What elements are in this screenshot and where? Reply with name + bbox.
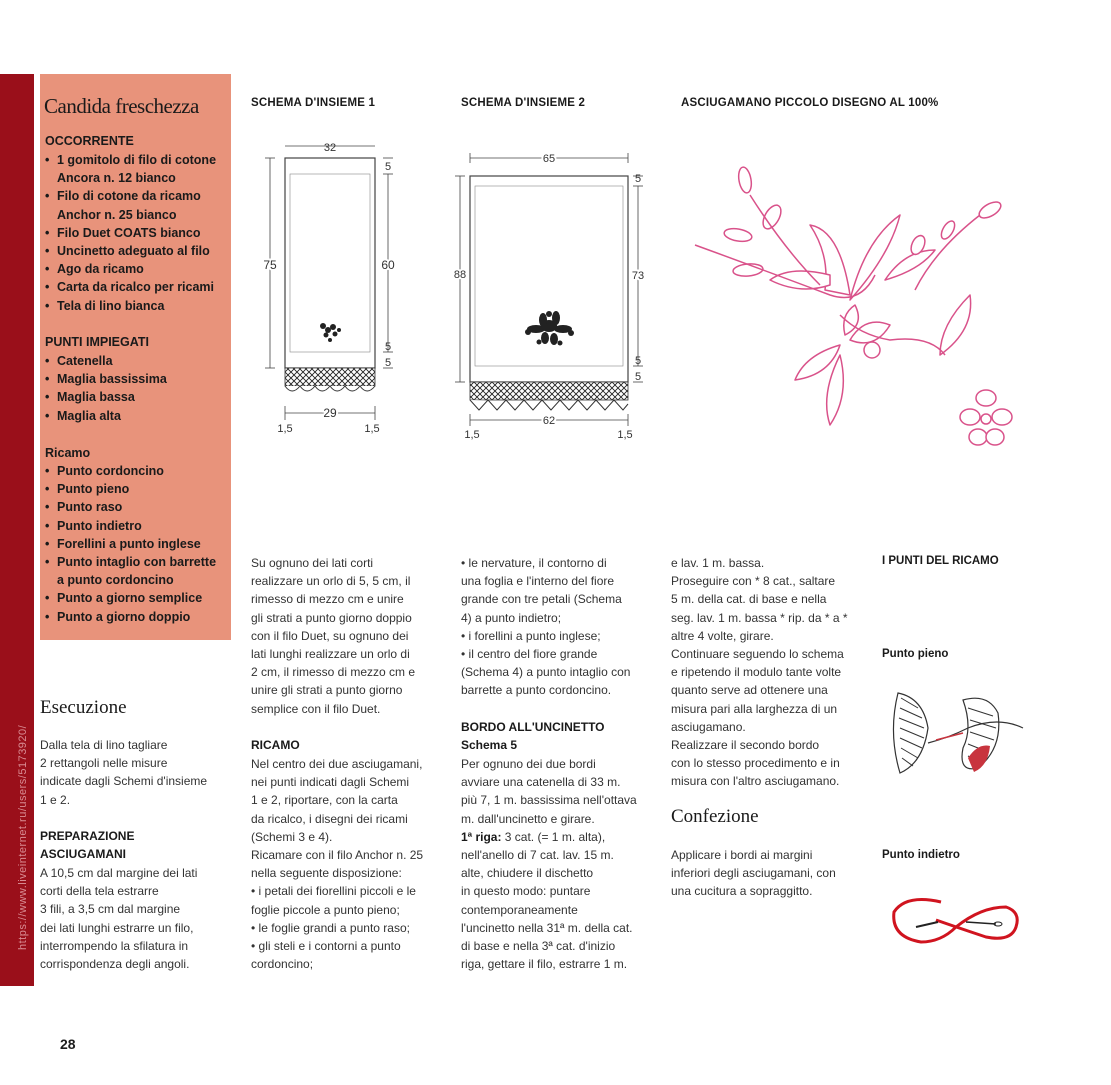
list-item: • Filo Duet COATS bianco (45, 224, 216, 242)
list-item: • Punto intaglio con barrette (45, 553, 216, 571)
schema2-diagram (450, 148, 650, 444)
embroidery-pattern (690, 155, 1030, 455)
dim-bottom-right-1: 5 (384, 341, 392, 353)
list-item: • Catenella (45, 352, 167, 370)
preparazione-text: A 10,5 cm dal margine dei lati corti della tela estrarre 3 fili, a 3,5 cm dal margine dei lati lunghi estrarre un filo, interrompendo la sfilatura in corrispondenza degli angoli. (40, 866, 198, 972)
col3-text-1: • le nervature, il contorno di una foglia e l'interno del fiore grande con tre petali (Schema 4) a punto indietro; • i forellini a punto inglese; • il centro del fiore grande (Schema 4) a punto intaglio con barrette a punto cordoncino. (461, 556, 631, 698)
schema2-title: SCHEMA D'INSIEME 2 (461, 97, 586, 109)
col2-text-2: Nel centro dei due asciugamani, nei punti indicati dagli Schemi 1 e 2, riportare, con la carta da ricalco, i disegni dei ricami (Schemi 3 e 4). Ricamare con il filo Anchor n. 25 nella seguente disposizione: • i petali dei fiorellini piccoli e le foglie piccole a punto pieno; • le foglie grandi a punto raso; • gli steli e i contorni a punto cordoncino; (251, 757, 424, 972)
schema1-title: SCHEMA D'INSIEME 1 (251, 97, 376, 109)
list-item: • Carta da ricalco per ricami (45, 278, 216, 296)
list-item: • Maglia alta (45, 407, 167, 425)
dim-bottom-right-1: 5 (634, 355, 642, 367)
punto-pieno-illustration (888, 688, 1028, 778)
list-item: • Uncinetto adeguato al filo (45, 242, 216, 260)
motif-icon (525, 311, 574, 346)
dim-top-right: 5 (634, 173, 642, 185)
bordo-subheading: Schema 5 (461, 738, 518, 752)
occorrente-list (45, 151, 216, 315)
punti-list (45, 352, 167, 425)
dim-bottom-right-2: 5 (634, 371, 642, 383)
leaf-icon (977, 199, 1004, 221)
list-item: • 1 gomitolo di filo di cotone (45, 151, 216, 169)
list-item: • Punto indietro (45, 517, 216, 535)
dim-top: 32 (323, 142, 337, 154)
dim-top: 65 (542, 153, 556, 165)
large-leaf-icon (770, 271, 830, 289)
page-number: 28 (60, 1036, 76, 1052)
punto-indietro-illustration (886, 892, 1026, 952)
list-item: • Maglia bassissima (45, 370, 167, 388)
list-item: • Punto pieno (45, 480, 216, 498)
dim-bottom-left: 1,5 (464, 429, 480, 441)
confezione-text: Applicare i bordi ai margini inferiori degli asciugamani, con una cucitura a sopraggitto. (671, 848, 836, 899)
leaf-icon (723, 227, 753, 244)
dim-left: 88 (453, 269, 467, 281)
col3-text-2: Per ognuno dei due bordi avviare una catenella di 33 m. più 7, 1 m. bassissima nell'ottava m. dall'uncinetto e girare. (461, 757, 637, 826)
dim-right: 73 (631, 270, 645, 282)
dim-left: 75 (263, 258, 277, 272)
article-title: Candida freschezza (44, 94, 199, 118)
punti-heading: PUNTI IMPIEGATI (45, 335, 149, 349)
dim-bottom-right: 1,5 (617, 429, 633, 441)
col3-riga-line (461, 828, 666, 846)
large-leaf-icon (827, 355, 844, 425)
dim-top-right: 5 (384, 161, 392, 173)
dim-bottom: 62 (542, 415, 556, 427)
punti-ricamo-heading: I PUNTI DEL RICAMO (882, 555, 999, 567)
list-item: • Punto a giorno doppio (45, 608, 216, 626)
list-item: • Punto a giorno semplice (45, 589, 216, 607)
punto-pieno-label: Punto pieno (882, 648, 949, 660)
list-item: a punto cordoncino (57, 573, 174, 588)
list-item: • Forellini a punto inglese (45, 535, 216, 553)
riga-text: 3 cat. (= 1 m. alta), (501, 830, 606, 844)
riga-label: 1ª riga: (461, 830, 502, 844)
ricamo-heading: RICAMO (251, 738, 300, 752)
schema1-diagram (255, 138, 415, 438)
dim-right: 60 (381, 258, 395, 272)
dim-bottom-left: 1,5 (277, 423, 293, 435)
bud-icon (864, 342, 880, 358)
preparazione-heading-1: PREPARAZIONE (40, 829, 135, 843)
watermark-url: https://www.liveinternet.ru/users/5173920/ (17, 724, 29, 950)
list-item: • Maglia bassa (45, 388, 167, 406)
preparazione-heading-2: ASCIUGAMANI (40, 847, 126, 861)
list-item: • Punto cordoncino (45, 462, 216, 480)
flower-icon (960, 390, 1012, 445)
ricamo-list (45, 462, 216, 626)
list-item: Ancora n. 12 bianco (57, 171, 176, 186)
list-item: Anchor n. 25 bianco (57, 207, 177, 222)
ricamo-heading: Ricamo (45, 446, 91, 460)
esecuzione-heading: Esecuzione (40, 697, 127, 718)
dim-bottom-right-2: 5 (384, 357, 392, 369)
leaf-icon (737, 166, 753, 194)
large-leaf-icon (850, 215, 900, 300)
list-item: • Filo di cotone da ricamo (45, 187, 216, 205)
bordo-heading: BORDO ALL'UNCINETTO (461, 720, 605, 734)
col4-text-1: e lav. 1 m. bassa. Proseguire con * 8 cat., saltare 5 m. della cat. di base e nella seg. lav. 1 m. bassa * rip. da * a * altre 4 volte, girare. Continuare seguendo lo schema e ripetendo il modulo tante volte quanto serve ad ottenere una misura pari alla larghezza di un asciugamano. Realizzare il secondo bordo con lo stesso procedimento e in misura con l'altro asciugamano. (671, 556, 848, 789)
list-item: • Tela di lino bianca (45, 297, 216, 315)
punto-indietro-label: Punto indietro (882, 849, 960, 861)
leaf-icon (940, 295, 971, 355)
esecuzione-text: Dalla tela di lino tagliare 2 rettangoli nelle misure indicate dagli Schemi d'insieme 1 e 2. (40, 738, 208, 807)
dim-bottom-right: 1,5 (364, 423, 380, 435)
confezione-heading: Confezione (671, 806, 759, 827)
motif-icon (320, 323, 341, 342)
large-leaf-icon (885, 250, 935, 280)
disegno-title: ASCIUGAMANO PICCOLO DISEGNO AL 100% (681, 97, 939, 109)
dim-bottom: 29 (323, 406, 337, 420)
list-item: • Ago da ricamo (45, 260, 216, 278)
col3-text-3: nell'anello di 7 cat. lav. 15 m. alte, chiudere il dischetto in questo modo: puntare contemporaneamente l'uncinetto nella 31ª m. della cat. di base e nella 3ª cat. d'inizio riga, gettare il filo, estrarre 1 m. (461, 848, 633, 972)
occorrente-heading: OCCORRENTE (45, 134, 134, 148)
col2-text-1: Su ognuno dei lati corti realizzare un orlo di 5, 5 cm, il rimesso di mezzo cm e unire gli strati a punto giorno doppio con il filo Duet, su ognuno dei lati lunghi realizzare un orlo di 2 cm, il rimesso di mezzo cm e unire gli strati a punto giorno semplice con il filo Duet. (251, 556, 416, 716)
list-item: • Punto raso (45, 498, 216, 516)
